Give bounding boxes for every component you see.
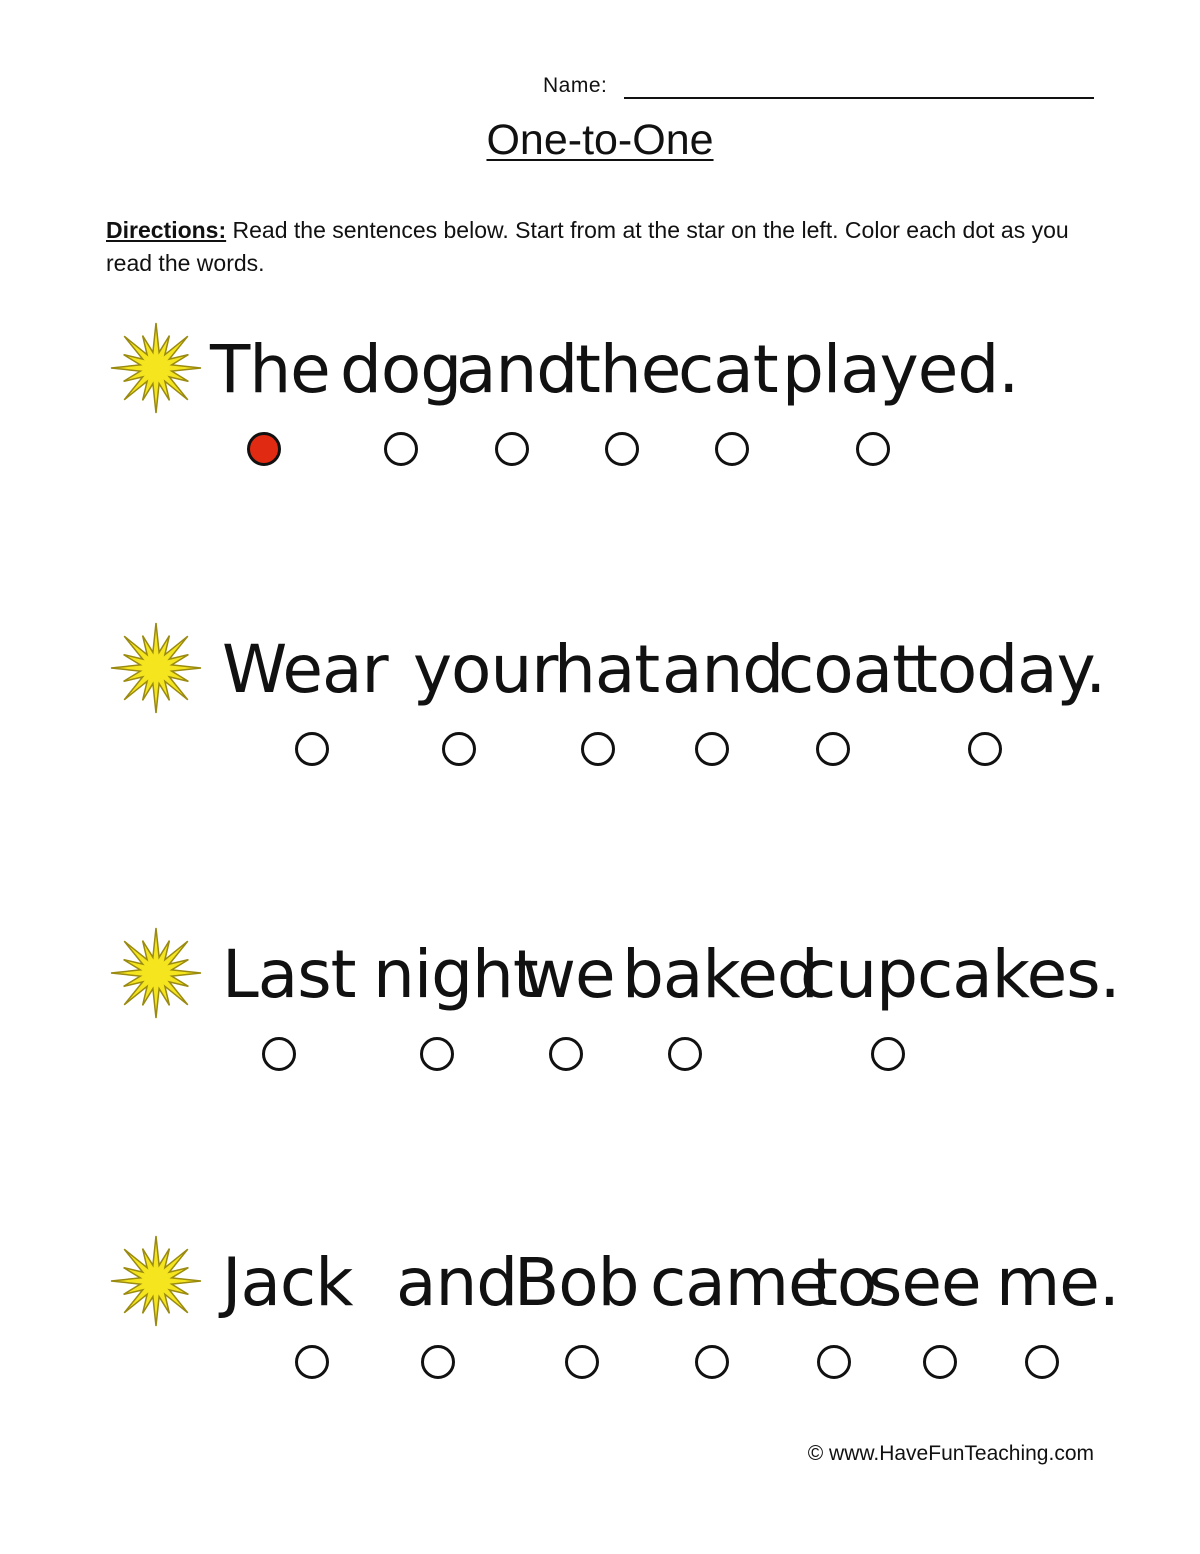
word-dot[interactable] xyxy=(565,1345,599,1379)
sentence-word: today. xyxy=(912,631,1106,708)
word-dot[interactable] xyxy=(384,432,418,466)
sentence-word: Last xyxy=(222,936,356,1013)
sentence-text xyxy=(0,630,1200,730)
name-label: Name: xyxy=(543,74,608,97)
sentence-word: and xyxy=(396,1244,518,1321)
sentence-row xyxy=(0,630,1200,790)
sentence-word: Bob xyxy=(514,1244,639,1321)
sentence-word: The xyxy=(210,331,330,408)
sentence-word: hat xyxy=(554,631,660,708)
sentence-word: played. xyxy=(782,331,1019,408)
sentence-word: Wear xyxy=(222,631,388,708)
sentence-word: and xyxy=(456,331,578,408)
word-dot[interactable] xyxy=(581,732,615,766)
sentence-row xyxy=(0,935,1200,1095)
sentence-text xyxy=(0,330,1200,430)
name-row xyxy=(0,70,1200,100)
sentence-text xyxy=(0,935,1200,1035)
word-dot[interactable] xyxy=(549,1037,583,1071)
sentence-word: coat xyxy=(778,631,917,708)
sentence-row xyxy=(0,1243,1200,1403)
word-dot[interactable] xyxy=(715,432,749,466)
sentence-word: we xyxy=(522,936,615,1013)
sentence-word: cupcakes. xyxy=(800,936,1120,1013)
directions xyxy=(106,214,1096,280)
word-dot[interactable] xyxy=(816,732,850,766)
sentence-text xyxy=(0,1243,1200,1343)
sentence-word: Jack xyxy=(222,1244,353,1321)
directions-text: Read the sentences below. Start from at the star on the left. Color each dot as you read the words. xyxy=(106,217,1069,276)
word-dot[interactable] xyxy=(668,1037,702,1071)
word-dot[interactable] xyxy=(495,432,529,466)
name-field-line[interactable] xyxy=(624,97,1094,99)
directions-label: Directions: xyxy=(106,217,227,243)
word-dot[interactable] xyxy=(817,1345,851,1379)
sentence-word: baked xyxy=(622,936,818,1013)
sentence-word: see xyxy=(868,1244,981,1321)
sentence-word: your xyxy=(413,631,558,708)
word-dot[interactable] xyxy=(856,432,890,466)
sentence-word: came xyxy=(650,1244,828,1321)
word-dot[interactable] xyxy=(421,1345,455,1379)
sentence-word: me. xyxy=(996,1244,1119,1321)
copyright-footer: © www.HaveFunTeaching.com xyxy=(807,1442,1094,1465)
page-title: One-to-One xyxy=(486,116,714,164)
word-dot[interactable] xyxy=(695,1345,729,1379)
sentence-word: dog xyxy=(340,331,462,408)
word-dot[interactable] xyxy=(695,732,729,766)
word-dot[interactable] xyxy=(871,1037,905,1071)
sentence-row xyxy=(0,330,1200,490)
word-dot[interactable] xyxy=(1025,1345,1059,1379)
sentence-word: to xyxy=(812,1244,877,1321)
word-dot[interactable] xyxy=(605,432,639,466)
word-dot-colored[interactable] xyxy=(247,432,281,466)
word-dot[interactable] xyxy=(295,1345,329,1379)
word-dot[interactable] xyxy=(262,1037,296,1071)
sentence-word: night xyxy=(373,936,538,1013)
word-dot[interactable] xyxy=(295,732,329,766)
word-dot[interactable] xyxy=(420,1037,454,1071)
word-dot[interactable] xyxy=(923,1345,957,1379)
sentence-word: the xyxy=(575,331,681,408)
sentence-word: cat xyxy=(678,331,778,408)
word-dot[interactable] xyxy=(968,732,1002,766)
word-dot[interactable] xyxy=(442,732,476,766)
sentence-word: and xyxy=(662,631,784,708)
